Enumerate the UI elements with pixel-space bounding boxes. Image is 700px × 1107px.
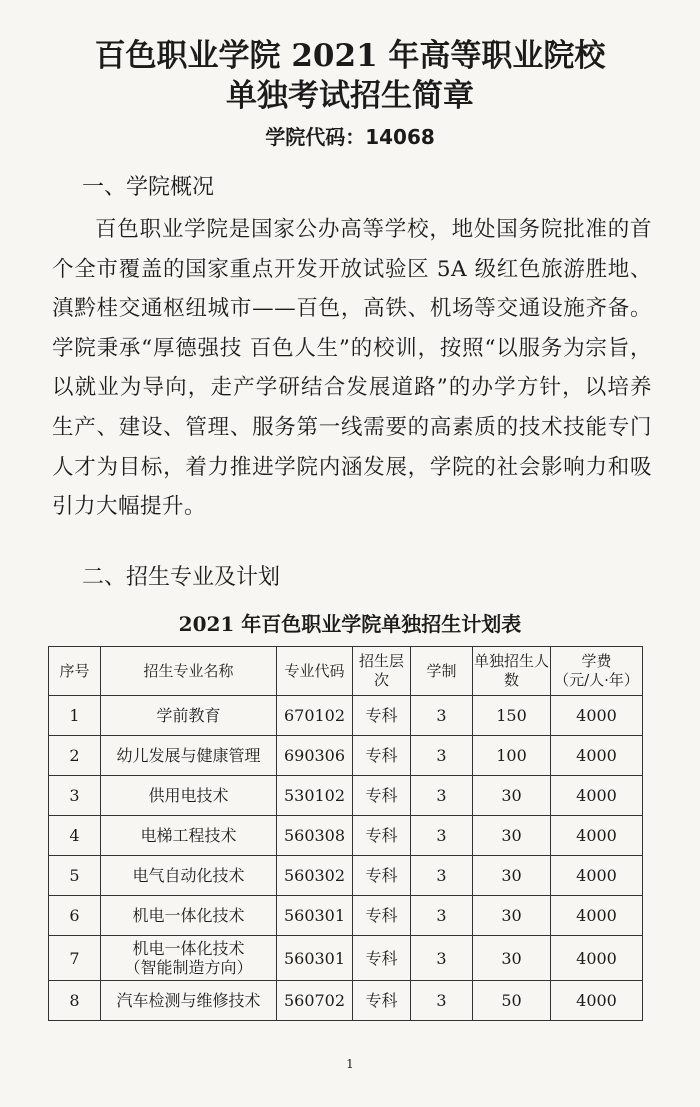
cell-code: 670102 [277, 696, 353, 736]
cell-major-line1: 机电一体化技术 [132, 939, 245, 958]
header-quota: 单独招生人数 [473, 647, 551, 696]
cell-no: 3 [49, 776, 101, 816]
table-row [49, 736, 643, 776]
cell-major: 电梯工程技术 [101, 816, 277, 856]
school-code: 学院代码：14068 [265, 125, 435, 149]
table-body [49, 696, 643, 1021]
cell-code: 690306 [277, 736, 353, 776]
cell-years: 3 [411, 896, 473, 936]
section2-heading: 二、招生专业及计划 [82, 565, 281, 590]
cell-quota: 30 [473, 776, 551, 816]
cell-years: 3 [411, 776, 473, 816]
header-fee [551, 647, 643, 696]
cell-major: 机电一体化技术 [101, 896, 277, 936]
cell-fee: 4000 [551, 981, 643, 1021]
cell-level: 专科 [353, 896, 411, 936]
table-row [49, 856, 643, 896]
cell-code: 560301 [277, 896, 353, 936]
cell-level: 专科 [353, 936, 411, 981]
section1-heading: 一、学院概况 [82, 175, 215, 200]
cell-years: 3 [411, 936, 473, 981]
cell-fee: 4000 [551, 896, 643, 936]
cell-code: 560702 [277, 981, 353, 1021]
cell-quota: 30 [473, 856, 551, 896]
table-title: 2021 年百色职业学院单独招生计划表 [178, 612, 522, 636]
cell-fee: 4000 [551, 736, 643, 776]
cell-no: 2 [49, 736, 101, 776]
document-title-line2: 单独考试招生简章 [226, 78, 474, 114]
enrollment-plan-table [48, 646, 643, 1021]
cell-major: 幼儿发展与健康管理 [101, 736, 277, 776]
cell-no: 5 [49, 856, 101, 896]
header-fee-line1: 学费 [581, 652, 612, 670]
cell-code: 530102 [277, 776, 353, 816]
header-level: 招生层次 [353, 647, 411, 696]
cell-no: 1 [49, 696, 101, 736]
cell-years: 3 [411, 856, 473, 896]
cell-quota: 100 [473, 736, 551, 776]
header-fee-line2: （元/人·年） [554, 671, 639, 689]
cell-no: 8 [49, 981, 101, 1021]
page-number: 1 [346, 1057, 354, 1071]
cell-major: 学前教育 [101, 696, 277, 736]
table-row [49, 776, 643, 816]
document-title-line1: 百色职业学院 2021 年高等职业院校 [94, 38, 606, 74]
cell-fee: 4000 [551, 856, 643, 896]
cell-major: 电气自动化技术 [101, 856, 277, 896]
cell-years: 3 [411, 696, 473, 736]
cell-major: 汽车检测与维修技术 [101, 981, 277, 1021]
cell-major [101, 936, 277, 981]
cell-code: 560302 [277, 856, 353, 896]
cell-major: 供用电技术 [101, 776, 277, 816]
cell-no: 4 [49, 816, 101, 856]
table-row [49, 816, 643, 856]
cell-quota: 50 [473, 981, 551, 1021]
cell-no: 7 [49, 936, 101, 981]
table-row [49, 696, 643, 736]
section1-paragraph [52, 210, 652, 527]
header-years: 学制 [411, 647, 473, 696]
cell-level: 专科 [353, 696, 411, 736]
cell-fee: 4000 [551, 816, 643, 856]
cell-level: 专科 [353, 776, 411, 816]
header-major: 招生专业名称 [101, 647, 277, 696]
section1-text: 百色职业学院是国家公办高等学校，地处国务院批准的首个全市覆盖的国家重点开发开放试验区 5A 级红色旅游胜地、滇黔桂交通枢纽城市——百色，高铁、机场等交通设施齐备。学院秉承“厚德强技 百色人生”的校训，按照“以服务为宗旨，以就业为导向，走产学研结合发展道路”的办学方针，以培养生产、建设、管理、服务第一线需要的高素质的技术技能专门人才为目标，着力推进学院内涵发展，学院的社会影响力和吸引力大幅提升。 [52, 217, 652, 520]
table-row [49, 936, 643, 981]
cell-fee: 4000 [551, 776, 643, 816]
table-row [49, 896, 643, 936]
table-header-row [49, 647, 643, 696]
header-code: 专业代码 [277, 647, 353, 696]
cell-level: 专科 [353, 816, 411, 856]
cell-quota: 30 [473, 936, 551, 981]
cell-years: 3 [411, 981, 473, 1021]
cell-major-line2: （智能制造方向） [124, 958, 253, 977]
cell-quota: 30 [473, 896, 551, 936]
cell-years: 3 [411, 816, 473, 856]
header-no: 序号 [49, 647, 101, 696]
cell-years: 3 [411, 736, 473, 776]
cell-fee: 4000 [551, 696, 643, 736]
cell-level: 专科 [353, 736, 411, 776]
cell-level: 专科 [353, 981, 411, 1021]
cell-level: 专科 [353, 856, 411, 896]
cell-code: 560308 [277, 816, 353, 856]
cell-quota: 30 [473, 816, 551, 856]
cell-code: 560301 [277, 936, 353, 981]
table-row [49, 981, 643, 1021]
cell-no: 6 [49, 896, 101, 936]
cell-quota: 150 [473, 696, 551, 736]
cell-fee: 4000 [551, 936, 643, 981]
